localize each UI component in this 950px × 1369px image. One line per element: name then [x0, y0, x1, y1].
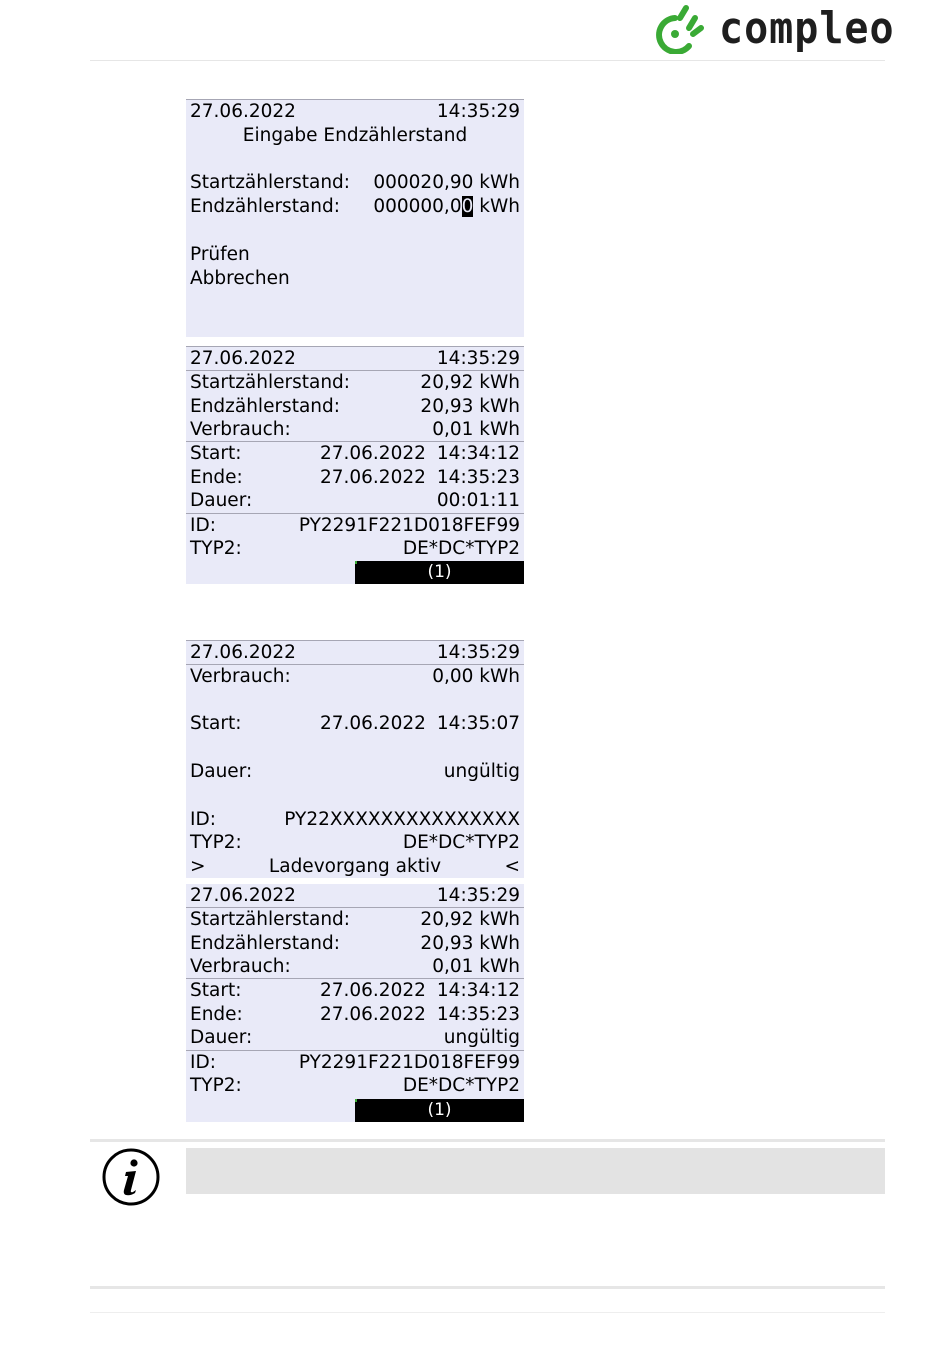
label: Startzählerstand:	[190, 371, 351, 393]
label: Endzählerstand:	[190, 932, 340, 954]
end-meter-row	[186, 395, 524, 419]
display-screen-end-meter-input	[186, 99, 524, 337]
label: Startzählerstand:	[190, 172, 351, 194]
screen-title	[186, 124, 524, 148]
menu-item-cancel-label[interactable]: Abbrechen	[190, 267, 290, 289]
end-row	[186, 466, 524, 490]
duration-row	[186, 1027, 524, 1051]
type-row	[186, 831, 524, 855]
charging-status-row	[186, 855, 524, 879]
label: TYP2:	[190, 832, 242, 854]
end-meter-row[interactable]	[186, 195, 524, 219]
value-digits: 000000,0	[373, 196, 462, 218]
display-screen-summary-2	[186, 884, 524, 1122]
value: 00:01:11	[436, 490, 520, 512]
label: TYP2:	[190, 538, 242, 560]
value: 20,92 kWh	[420, 371, 520, 393]
value	[320, 1003, 520, 1027]
type-row	[186, 537, 524, 561]
start-date: 27.06.2022	[319, 980, 426, 1002]
type-row	[186, 1074, 524, 1098]
start-time: 14:34:12	[436, 443, 520, 465]
label: Dauer:	[190, 760, 253, 782]
time: 14:35:29	[436, 641, 520, 663]
value: PY2291F221D018FEF99	[298, 514, 520, 536]
label: ID:	[190, 1051, 216, 1073]
digit-cursor[interactable]: 0	[461, 196, 474, 218]
footer-divider-thin	[90, 1312, 885, 1313]
display-screen-charging-active	[186, 640, 524, 878]
label: Start:	[190, 713, 242, 735]
label: Endzählerstand:	[190, 196, 340, 218]
page-indicator: (1)	[355, 561, 524, 584]
compleo-logo	[655, 4, 895, 54]
spacer	[186, 148, 524, 172]
duration-row	[186, 760, 524, 784]
value	[320, 712, 520, 736]
value: 0,00 kWh	[432, 665, 520, 687]
info-divider	[90, 1139, 885, 1142]
label: Startzählerstand:	[190, 908, 351, 930]
value: DE*DC*TYP2	[402, 538, 520, 560]
end-date: 27.06.2022	[319, 1003, 426, 1025]
consumption-row	[186, 418, 524, 442]
unit: kWh	[479, 196, 520, 218]
right-arrow-icon[interactable]: <	[504, 856, 520, 878]
value: 0,01 kWh	[432, 955, 520, 977]
start-date: 27.06.2022	[319, 443, 426, 465]
spacer	[186, 689, 524, 713]
status-row	[186, 347, 524, 371]
left-arrow-icon[interactable]: >	[190, 856, 206, 878]
status-row	[186, 884, 524, 908]
label: Verbrauch:	[190, 418, 291, 440]
spacer	[186, 736, 524, 760]
date: 27.06.2022	[190, 884, 296, 906]
start-date: 27.06.2022	[319, 713, 426, 735]
value: PY22XXXXXXXXXXXXXXX	[284, 808, 520, 830]
footer-divider	[90, 1286, 885, 1289]
date: 27.06.2022	[190, 101, 296, 122]
value: DE*DC*TYP2	[402, 1075, 520, 1097]
header-divider	[90, 60, 885, 61]
duration-row	[186, 490, 524, 514]
id-row	[186, 808, 524, 832]
value: 0,01 kWh	[432, 418, 520, 440]
info-icon	[102, 1148, 160, 1206]
end-meter-input[interactable]	[373, 195, 520, 219]
date: 27.06.2022	[190, 347, 296, 369]
time: 14:35:29	[436, 101, 520, 122]
value: ungültig	[443, 760, 520, 782]
value: PY2291F221D018FEF99	[298, 1051, 520, 1073]
spacer	[186, 784, 524, 808]
start-row	[186, 979, 524, 1003]
label: ID:	[190, 514, 216, 536]
end-meter-row	[186, 932, 524, 956]
end-time: 14:35:23	[436, 466, 520, 488]
end-date: 27.06.2022	[319, 466, 426, 488]
label: Verbrauch:	[190, 665, 291, 687]
menu-item-cancel[interactable]	[186, 267, 524, 291]
label: Start:	[190, 443, 242, 465]
start-row	[186, 442, 524, 466]
start-meter-row	[186, 171, 524, 195]
start-time: 14:34:12	[436, 980, 520, 1002]
label: Endzählerstand:	[190, 395, 340, 417]
info-note-box	[186, 1148, 885, 1194]
start-row	[186, 712, 524, 736]
value: DE*DC*TYP2	[402, 832, 520, 854]
start-time: 14:35:07	[436, 713, 520, 735]
start-meter-row	[186, 908, 524, 932]
id-row	[186, 1051, 524, 1075]
brand-name: compleo	[719, 4, 895, 54]
status-row	[186, 100, 524, 124]
label: Start:	[190, 980, 242, 1002]
value: 20,93 kWh	[420, 395, 520, 417]
screen-title-text: Eingabe Endzählerstand	[242, 124, 468, 146]
label: Ende:	[190, 466, 243, 488]
date: 27.06.2022	[190, 641, 296, 663]
label: ID:	[190, 808, 216, 830]
consumption-row	[186, 955, 524, 979]
label: Ende:	[190, 1003, 243, 1025]
value: ungültig	[443, 1027, 520, 1049]
label: Dauer:	[190, 1027, 253, 1049]
value: 000020,90 kWh	[373, 172, 520, 194]
value: 20,92 kWh	[420, 908, 520, 930]
value: 20,93 kWh	[420, 932, 520, 954]
label: Dauer:	[190, 490, 253, 512]
value	[320, 979, 520, 1003]
time: 14:35:29	[436, 347, 520, 369]
end-row	[186, 1003, 524, 1027]
end-time: 14:35:23	[436, 1003, 520, 1025]
value	[320, 442, 520, 466]
charging-status-text: Ladevorgang aktiv	[268, 856, 442, 878]
plug-icon	[655, 4, 711, 54]
time: 14:35:29	[436, 884, 520, 906]
start-meter-row	[186, 371, 524, 395]
spacer	[186, 219, 524, 243]
label: Verbrauch:	[190, 955, 291, 977]
value	[320, 466, 520, 490]
status-row	[186, 641, 524, 665]
menu-item-check-label[interactable]: Prüfen	[190, 243, 250, 265]
consumption-row	[186, 665, 524, 689]
display-screen-summary-1	[186, 346, 524, 584]
id-row	[186, 514, 524, 538]
page-indicator: (1)	[355, 1099, 524, 1122]
menu-item-check[interactable]	[186, 243, 524, 267]
label: TYP2:	[190, 1075, 242, 1097]
